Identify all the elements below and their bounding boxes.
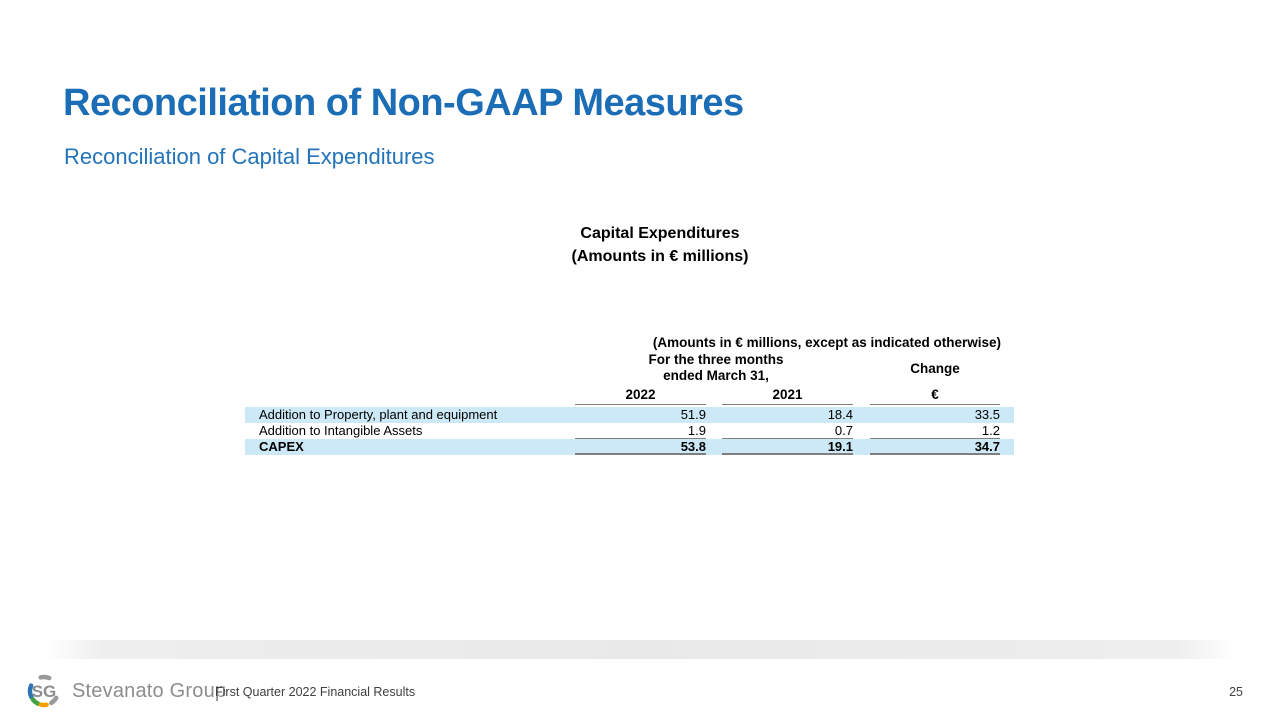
brand-name: Stevanato Group [72, 679, 227, 702]
period-header-line2: ended March 31, [663, 368, 769, 383]
footer-divider-band [45, 640, 1235, 659]
capex-table [245, 407, 1014, 455]
value-2022: 51.9 [680, 407, 706, 422]
row-tail [1000, 423, 1014, 439]
row-label: Addition to Property, plant and equipment [259, 407, 498, 422]
logo-monogram: SG [31, 682, 57, 701]
stevanato-logo-icon [22, 669, 68, 713]
period-header [616, 352, 816, 384]
value-change: 34.7 [870, 439, 1000, 455]
period-header-line1: For the three months [648, 352, 784, 367]
page-number: 25 [1229, 685, 1243, 699]
change-header: Change [910, 361, 960, 376]
table-row [245, 423, 1014, 439]
value-change: 1.2 [870, 423, 1000, 439]
column-gap [853, 407, 870, 423]
column-header-2022: 2022 [575, 387, 706, 405]
footer-caption: First Quarter 2022 Financial Results [215, 685, 416, 699]
company-logo [22, 669, 226, 713]
value-2021: 18.4 [827, 407, 853, 422]
column-gap [853, 423, 870, 439]
table-row-total [245, 439, 1014, 455]
row-tail [1000, 407, 1014, 423]
value-2021: 19.1 [722, 439, 853, 455]
row-label: CAPEX [259, 439, 304, 454]
value-2022: 53.8 [575, 439, 706, 455]
value-2022: 1.9 [575, 423, 706, 439]
row-tail [1000, 439, 1014, 455]
column-gap [706, 407, 722, 423]
column-header-euro: € [870, 387, 1000, 405]
column-gap [853, 439, 870, 455]
table-title-line2: (Amounts in € millions) [571, 248, 749, 265]
value-change: 33.5 [974, 407, 1000, 422]
column-header-2021: 2021 [722, 387, 853, 405]
value-2021: 0.7 [722, 423, 853, 439]
slide-subtitle: Reconciliation of Capital Expenditures [64, 144, 435, 169]
table-row [245, 407, 1014, 423]
column-gap [706, 439, 722, 455]
table-title [460, 222, 860, 268]
slide-title: Reconciliation of Non-GAAP Measures [63, 82, 744, 124]
table-title-line1: Capital Expenditures [580, 225, 740, 242]
column-gap [706, 423, 722, 439]
row-label: Addition to Intangible Assets [259, 423, 423, 438]
table-note: (Amounts in € millions, except as indicated otherwise) [652, 335, 1001, 350]
